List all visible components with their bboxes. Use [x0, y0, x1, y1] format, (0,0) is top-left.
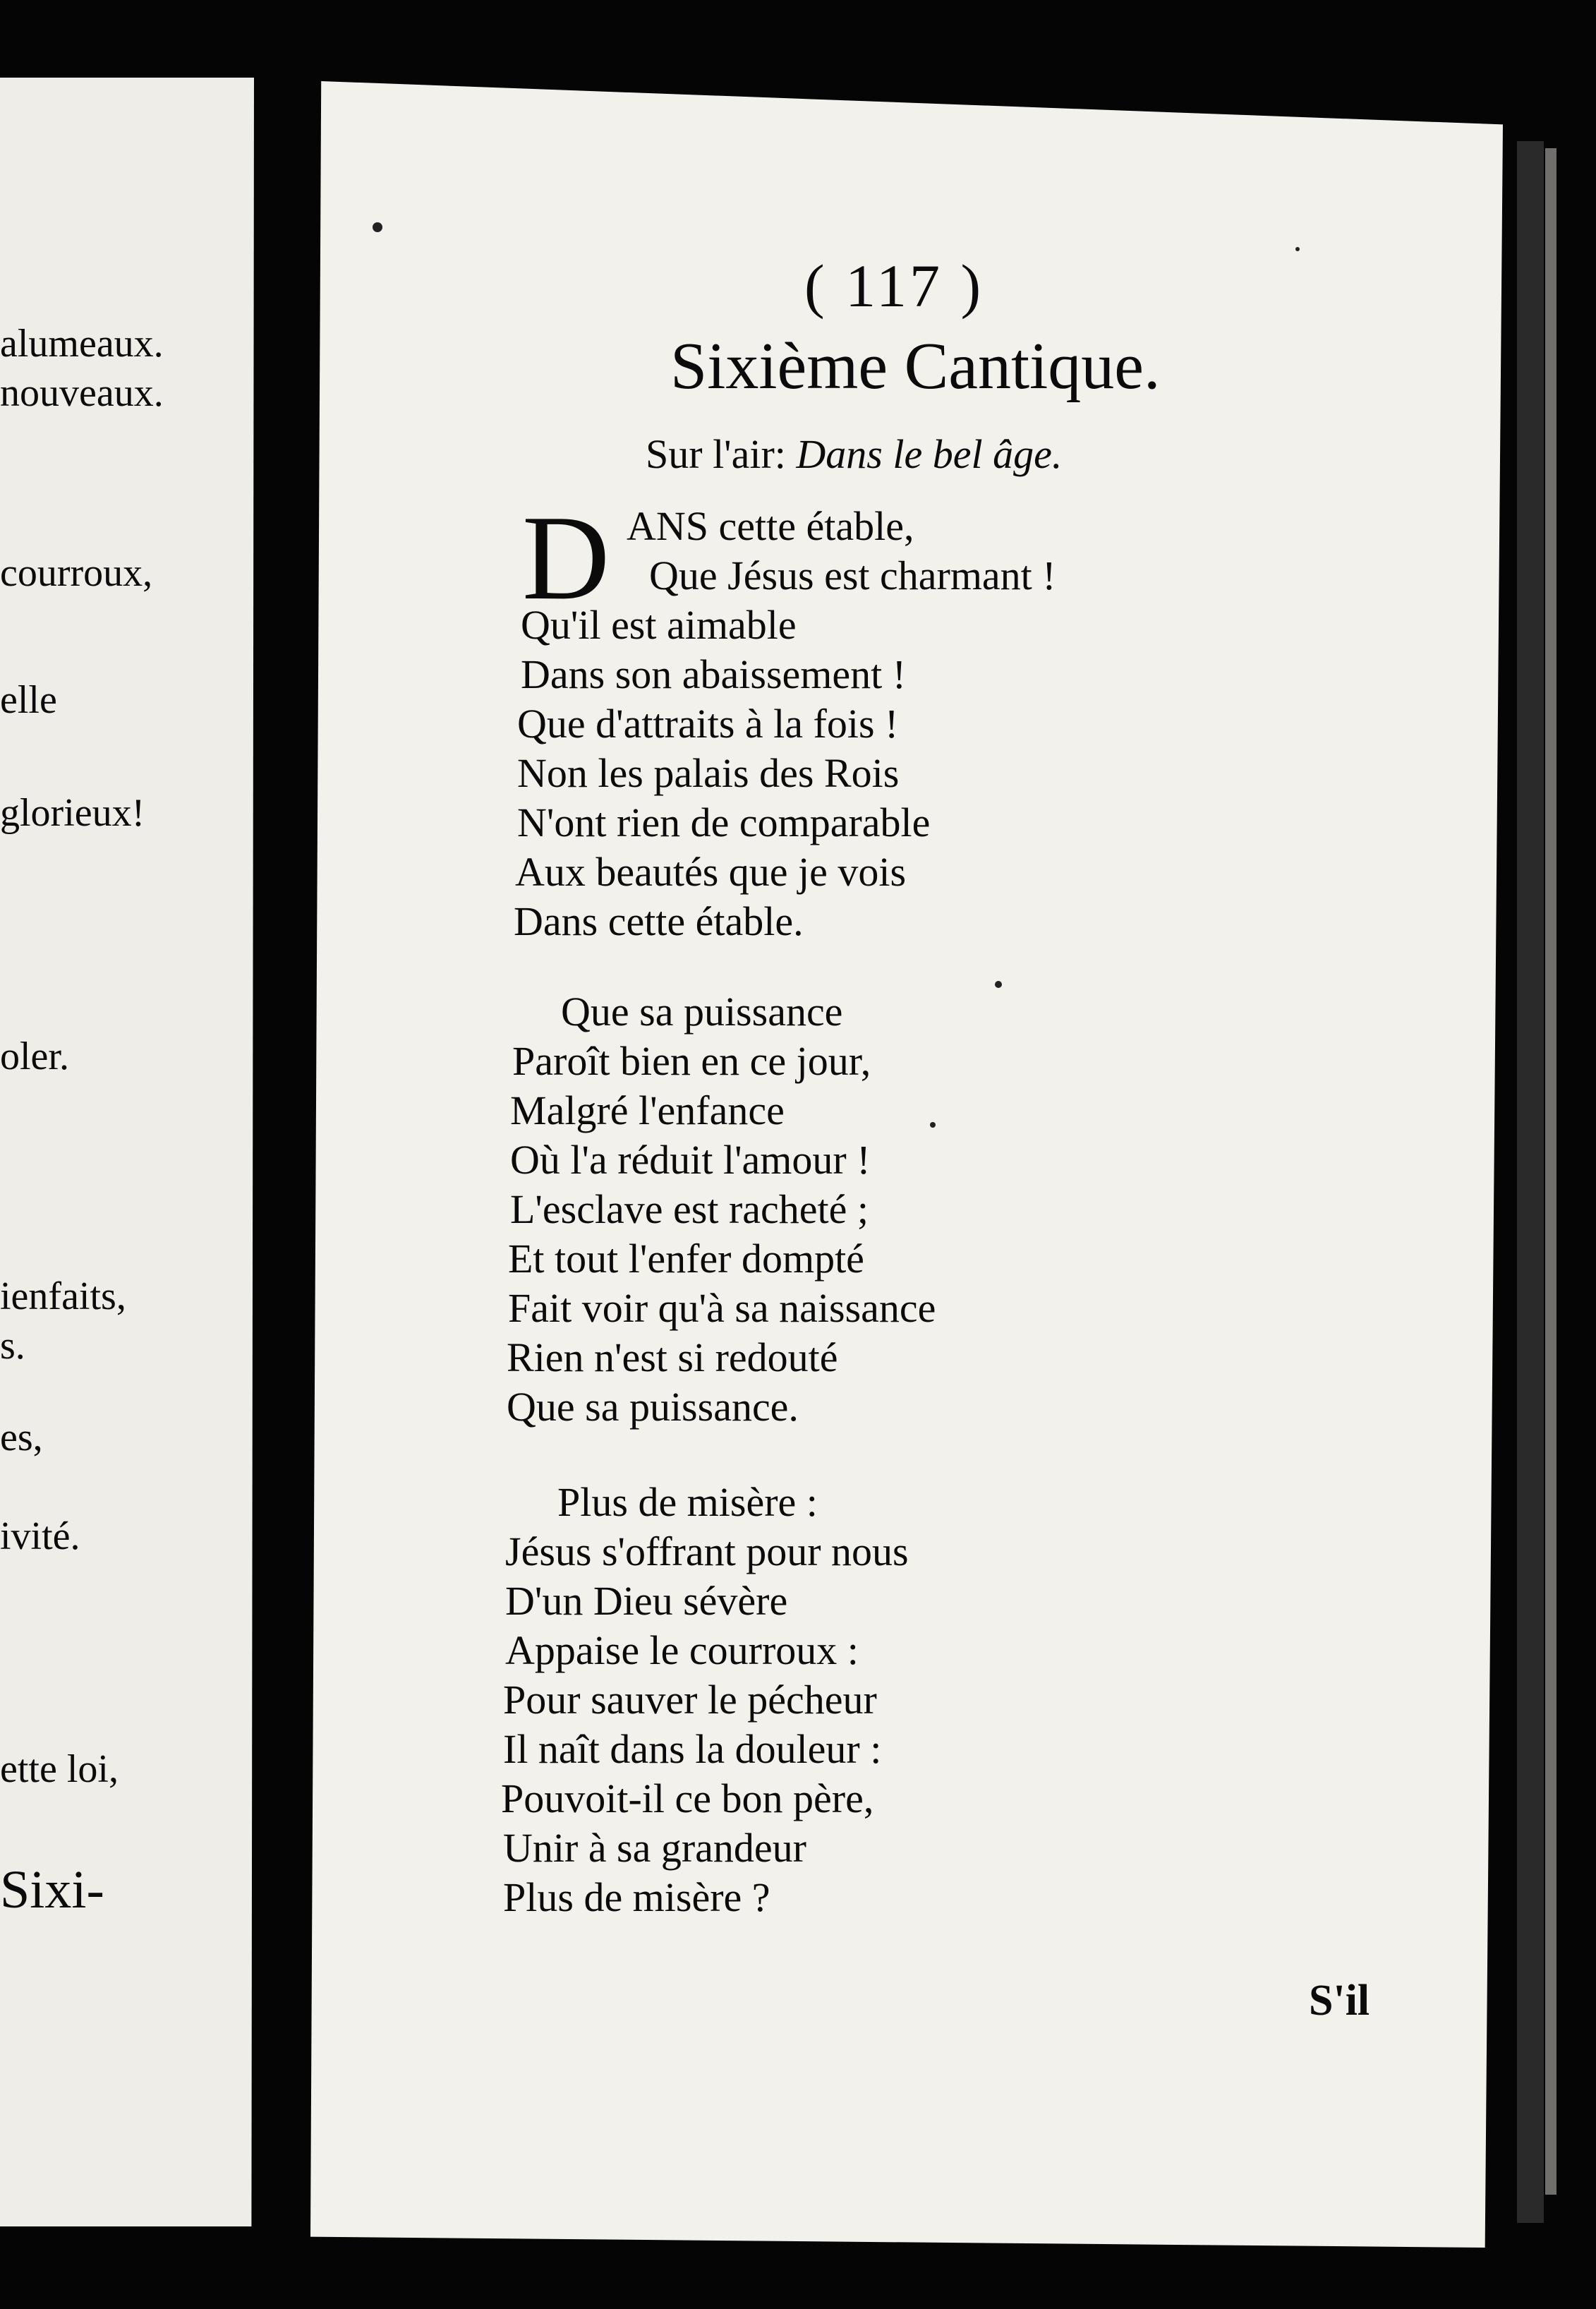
verse-line: Appaise le courroux :	[505, 1627, 859, 1673]
left-line: glorieux!	[0, 791, 145, 835]
left-line: alumeaux.	[0, 322, 164, 366]
subtitle-prefix: Sur l'air:	[646, 431, 786, 477]
left-line: s.	[0, 1324, 25, 1368]
page-title: Sixième Cantique.	[670, 330, 1161, 403]
verse-line: Que sa puissance.	[507, 1384, 799, 1430]
verse-line: Aux beautés que je vois	[515, 849, 907, 895]
left-line: es,	[0, 1416, 43, 1459]
book-edge	[1517, 141, 1544, 2223]
verse-line: Pouvoit-il ce bon père,	[501, 1776, 874, 1821]
verse-line: Plus de misère :	[557, 1479, 818, 1525]
verse-line: Où l'a réduit l'amour !	[510, 1137, 871, 1183]
verse-line: Dans son abaissement !	[521, 651, 907, 697]
verse-line: Non les palais des Rois	[517, 750, 900, 796]
verse-line: Rien n'est si redouté	[507, 1334, 838, 1380]
verse-line: Que sa puissance	[561, 989, 843, 1035]
verse-line: Et tout l'enfer dompté	[508, 1236, 864, 1282]
verse-line: N'ont rien de comparable	[517, 800, 931, 845]
left-line: nouveaux.	[0, 371, 164, 415]
verse-line: Jésus s'offrant pour nous	[505, 1529, 909, 1574]
verse-line: Pour sauver le pécheur	[503, 1677, 877, 1723]
left-line: elle	[0, 678, 57, 722]
verse-line: ANS cette étable,	[627, 503, 914, 549]
verse-line: Qu'il est aimable	[521, 602, 797, 648]
left-line: ette loi,	[0, 1747, 119, 1791]
paper-speck	[373, 222, 382, 232]
verse-line: Dans cette étable.	[514, 898, 804, 944]
verse-line: Que d'attraits à la fois !	[517, 701, 899, 747]
right-page	[310, 81, 1503, 2248]
left-line: oler.	[0, 1035, 69, 1078]
verse-line: Malgré l'enfance	[510, 1087, 785, 1133]
verse-line: Fait voir qu'à sa naissance	[508, 1285, 936, 1331]
verse-line: Paroît bien en ce jour,	[512, 1038, 871, 1084]
paper-speck	[995, 981, 1002, 988]
left-line: courroux,	[0, 551, 153, 595]
verse-line: Il naît dans la douleur :	[503, 1726, 882, 1772]
page-number: ( 117 )	[804, 252, 984, 320]
subtitle-air: Dans le bel âge.	[796, 431, 1063, 477]
left-line: ivité.	[0, 1514, 80, 1558]
paper-speck	[930, 1122, 936, 1128]
paper-speck	[1295, 247, 1300, 251]
left-line: ienfaits,	[0, 1274, 126, 1318]
verse-line: Unir à sa grandeur	[503, 1825, 806, 1871]
verse-line: L'esclave est racheté ;	[510, 1186, 869, 1232]
verse-line: Que Jésus est charmant !	[649, 553, 1056, 598]
book-edge-highlight	[1545, 148, 1556, 2195]
subtitle	[646, 430, 1062, 478]
left-line: Sixi-	[0, 1860, 104, 1919]
verse-line: Plus de misère ?	[503, 1874, 770, 1920]
verse-line: D'un Dieu sévère	[505, 1578, 788, 1624]
catchword: S'il	[1309, 1977, 1370, 2025]
dropcap: D	[522, 491, 610, 625]
